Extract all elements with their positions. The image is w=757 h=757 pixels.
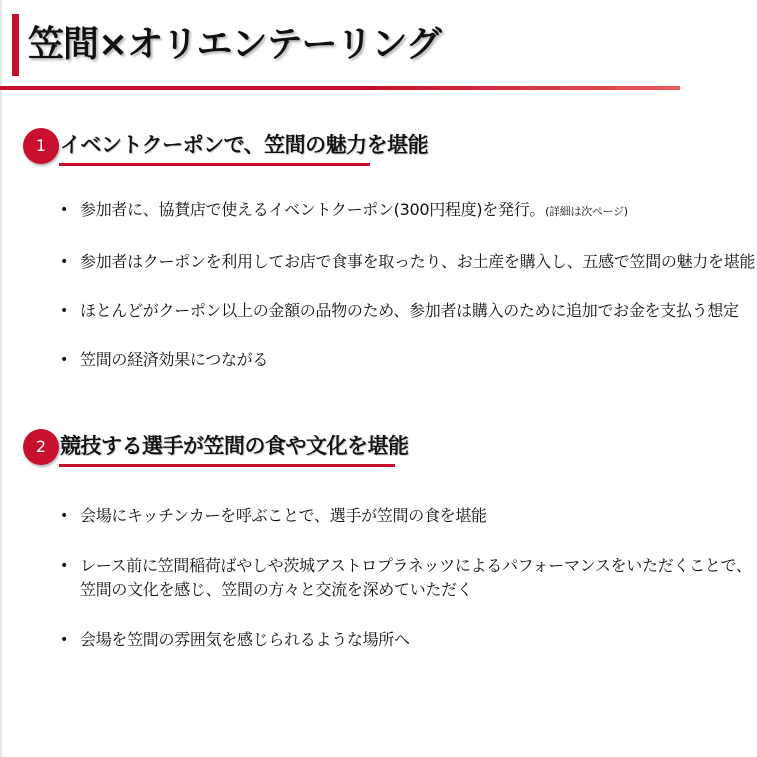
list-item: • ほとんどがクーポン以上の金額の品物のため、参加者は購入のために追加でお金を支払う想定 xyxy=(58,299,755,323)
page-title: 笠間×オリエンテーリング xyxy=(28,24,441,65)
title-divider xyxy=(0,86,680,90)
list-item: • 笠間の経済効果につながる xyxy=(58,348,755,372)
list-item: • レース前に笠間稲荷ばやしや茨城アストロプラネッツによるパフォーマンスをいただくことで、 笠間の文化を感じ、笠間の方々と交流を深めていただく xyxy=(58,554,752,602)
section-1-header xyxy=(23,128,429,172)
list-item: • 参加者はクーポンを利用してお店で食事を取ったり、お土産を購入し、五感で笠間の魅力を堪能 xyxy=(58,250,755,274)
section-1-underline xyxy=(59,163,370,166)
title-accent-bar xyxy=(12,14,19,76)
section-2-title: 競技する選手が笠間の食や文化を堪能 xyxy=(60,434,409,458)
list-item: • 会場を笠間の雰囲気を感じられるような場所へ xyxy=(58,628,752,652)
section-number-badge: 1 xyxy=(23,128,59,164)
section-number-badge: 2 xyxy=(23,429,59,465)
section-1-bullet-list xyxy=(58,198,755,372)
section-1-title: イベントクーポンで、笠間の魅力を堪能 xyxy=(60,133,429,157)
detail-note: (詳細は次ページ) xyxy=(545,205,628,218)
list-item: • 会場にキッチンカーを呼ぶことで、選手が笠間の食を堪能 xyxy=(58,504,752,528)
list-item: • 参加者に、協賛店で使えるイベントクーポン(300円程度)を発行。(詳細は次ページ) xyxy=(58,198,755,224)
slide-left-edge xyxy=(0,0,2,757)
section-2-underline xyxy=(59,464,395,467)
section-2-bullet-list xyxy=(58,504,752,652)
section-2-header xyxy=(23,429,409,473)
